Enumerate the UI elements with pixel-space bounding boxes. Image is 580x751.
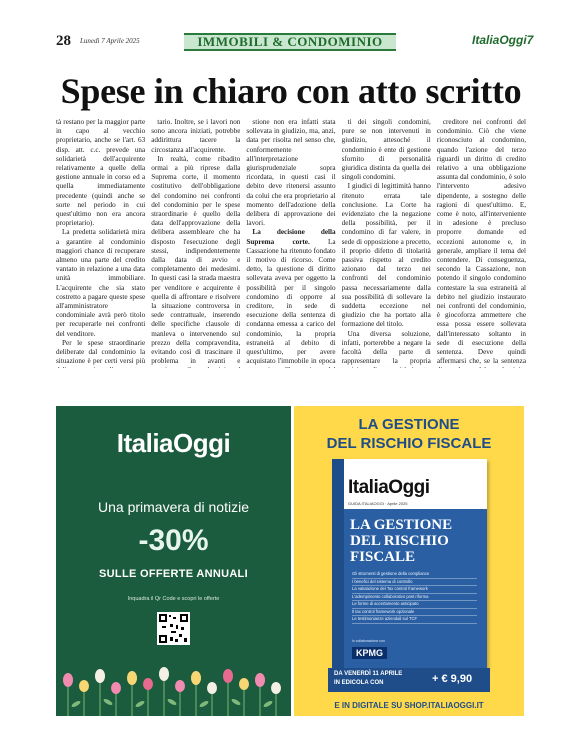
paragraph-text: ti dei singoli condomini, pure se non intervenuti in giudizio, attesoché il condominio è ente di gestione sfornito di personalità giuridica distinta da quella dei singoli condomini. bbox=[341, 118, 431, 182]
paragraph-text: La Cassazione ha ritenuto fondato il motivo di ricorso. Come detto, la questione di diritto sollevata aveva per oggetto la possibilità per il singolo condomino di opporre al creditore, in sede di esecuzione della sentenza di condanna emessa a carico del condominio, la propria estraneità al debito di quest'ultimo, per avere acquistato l'immobile in epoca bbox=[246, 237, 336, 366]
article-column bbox=[151, 118, 240, 368]
article-paragraph bbox=[342, 330, 431, 368]
cover-title: LA GESTIONE DEL RISCHIO FISCALE bbox=[350, 517, 453, 565]
paragraph-text: Per le spese straordinarie deliberate dal condominio la situazione è per certi versi più bbox=[56, 338, 146, 366]
cover-spine bbox=[332, 459, 344, 669]
ad-discount: -30% bbox=[138, 524, 209, 557]
sponsor-logo: KPMG bbox=[352, 647, 387, 659]
rischio-fiscale-ad[interactable] bbox=[294, 406, 524, 716]
article-column bbox=[437, 118, 526, 368]
page-header bbox=[0, 0, 580, 56]
article-headline: Spese in chiaro con atto scritto bbox=[60, 71, 522, 111]
article-paragraph bbox=[437, 118, 526, 368]
paragraph-text: tario. Inoltre, se i lavori non sono ancora iniziati, potrebbe addirittura tacere la circostanza all'acquirente. bbox=[151, 118, 241, 154]
article-paragraph bbox=[56, 228, 145, 338]
flowers-illustration bbox=[56, 646, 291, 716]
cover-contents-item: Il tax control framework opzionale bbox=[352, 609, 477, 617]
ad-offer-text: SULLE OFFERTE ANNUALI bbox=[99, 568, 248, 580]
cover-contents-list bbox=[352, 571, 477, 624]
article-paragraph bbox=[56, 339, 145, 368]
cover-contents-item: La valutazione del Tax control framework bbox=[352, 586, 477, 594]
ad-title-line1: LA GESTIONE bbox=[358, 416, 460, 433]
paragraph-text: tà restano per la maggior parte in capo al vecchio proprietario, anche se l'art. 63 disp. att. c.c. prevede una solidarietà dell'acquirente relativamente a quelle della gestione annuale in corso ed a quella immediatamente precedente (quindi anche se sorte nel periodo in cui quest'ultimo non era ancora proprietario). bbox=[56, 118, 146, 228]
page-date: Lunedì 7 Aprile 2025 bbox=[80, 37, 140, 45]
paragraph-text: La predetta solidarietà mira a garantire al condominio maggiori chance di recuperare almeno una parte del credito vantato in relazione a una data unità immobiliare. L'acquirente che sia stato costretto a pagare queste spese all'amministratore condominiale avrà però titolo per recuperarle nei confronti del venditore. bbox=[56, 228, 146, 338]
article-paragraph bbox=[56, 118, 145, 228]
price-date: DA VENERDÌ 11 APRILE bbox=[334, 671, 403, 677]
italiaoggi-promo-ad[interactable] bbox=[56, 406, 291, 716]
shop-link[interactable]: E IN DIGITALE SU SHOP.ITALIAOGGI.IT bbox=[334, 701, 484, 710]
cover-contents-item: Le forme di accertamento anticipato bbox=[352, 601, 477, 609]
paragraph-text: creditore nei confronti del condominio. Ciò che viene riconosciuto al condomino, quando l'azione del terzo riguardi un diritto di credito relativo a una obbligazione assunta dal condominio, è solo l'intervento adesivo dipendente, a sostegno delle ragioni di quest'ultimo. E, come è noto, all'interveniente in adesione è precluso proporre domande ed eccezioni autonome e, in generale, ampliare il tema del contendere. Di conseguenza, secondo la Cassazione, non potendo il singolo condomino contestare la sua estraneità al debito nel giudizio instaurato nei confronti del condominio, è giocoforza ammettere che essa possa essere sollevata dall'interessato soltanto in sede di esecuzione della sentenza. Deve quindi affermarsi che, se la sentenza bbox=[436, 118, 527, 366]
article-paragraph bbox=[246, 228, 335, 368]
paragraph-text: stione non era infatti stata sollevata in giudizio, ma, anzi, data per risolta nel senso che, conformemente all'interpretazione giurisprudenziale sopra ricordata, in questi casi il debito deve ritenersi assunto da colui che era proprietario al momento dell'adozione della delibera di approvazione dei lavori. bbox=[246, 118, 336, 228]
cover-contents-item: L'adempimento collaborativo post riforma bbox=[352, 594, 477, 602]
article-paragraph bbox=[151, 155, 240, 368]
paragraph-text: Una diversa soluzione, infatti, porterebbe a negare la facoltà della parte di rappresentare la propria bbox=[341, 329, 431, 366]
paragraph-subhead: La decisione della Suprema corte. bbox=[246, 228, 336, 246]
paragraph-text: I giudici di legittimità hanno ritenuto errata tale conclusione. La Corte ha evidenziato che la negazione della possibilità, per il condomino di far valere, in sede di opposizione a precetto, il proprio difetto di titolarità passiva rispetto al credito azionato dal terzo nei confronti del condominio passa necessariamente dalla sua possibilità di sollevare la suddetta eccezione nel giudizio che ha portato alla formazione del titolo. bbox=[341, 182, 431, 329]
article-column bbox=[246, 118, 335, 368]
cover-collab-text: in collaborazione con bbox=[352, 639, 385, 643]
masthead-logo: ItaliaOggi7 bbox=[472, 33, 534, 47]
ad-tagline: Una primavera di notizie bbox=[98, 499, 249, 515]
article-paragraph bbox=[342, 118, 431, 182]
article-paragraph bbox=[151, 118, 240, 155]
price-value: + € 9,90 bbox=[432, 673, 473, 685]
paragraph-text: In realtà, come ribadito ormai a più riprese dalla Suprema corte, il momento costitutivo dell'obbligazione del condomino nei confronti del condominio per le spese straordinarie è quello della data dell'approvazione della delibera assembleare che ha disposto l'esecuzione degli stessi, indipendentemente dalla data di avvio e completamento dei medesimi. In questi casi la strada maestra per venditore e acquirente è quella di affrontare e risolvere la situazione controversa in sede contrattuale, inserendo delle specifiche clausole di manleva o intervenendo sul prezzo della compravendita, evitando così di trascinare il problema in avanti e bbox=[151, 154, 241, 366]
page-number: 28 bbox=[56, 33, 71, 49]
guide-cover-image bbox=[332, 459, 487, 669]
cover-contents-item: Gli strumenti di gestione della compliance bbox=[352, 571, 477, 579]
cover-contents-item: I benefici del sistema di controllo bbox=[352, 579, 477, 587]
section-banner: IMMOBILI & CONDOMINIO bbox=[184, 33, 396, 51]
article-paragraph bbox=[246, 118, 335, 228]
ad-qr-caption: Inquadra il Qr Code e scopri le offerte bbox=[127, 596, 220, 602]
article-paragraph bbox=[342, 182, 431, 329]
cover-contents-item: Le testimonianze aziendali sul TCF bbox=[352, 616, 477, 624]
article-column bbox=[56, 118, 145, 368]
article-body bbox=[56, 118, 526, 368]
ad-logo: ItaliaOggi bbox=[116, 428, 231, 458]
qr-code-icon[interactable] bbox=[157, 612, 190, 645]
cover-logo: ItaliaOggi bbox=[348, 477, 430, 498]
ad-title-line2: DEL RISCHIO FISCALE bbox=[326, 435, 492, 452]
cover-date: GUIDA ITALIAOGGI · Aprile 2025 bbox=[348, 501, 408, 506]
price-newsstand: IN EDICOLA CON bbox=[334, 680, 384, 686]
price-banner bbox=[328, 668, 490, 692]
article-column bbox=[342, 118, 431, 368]
